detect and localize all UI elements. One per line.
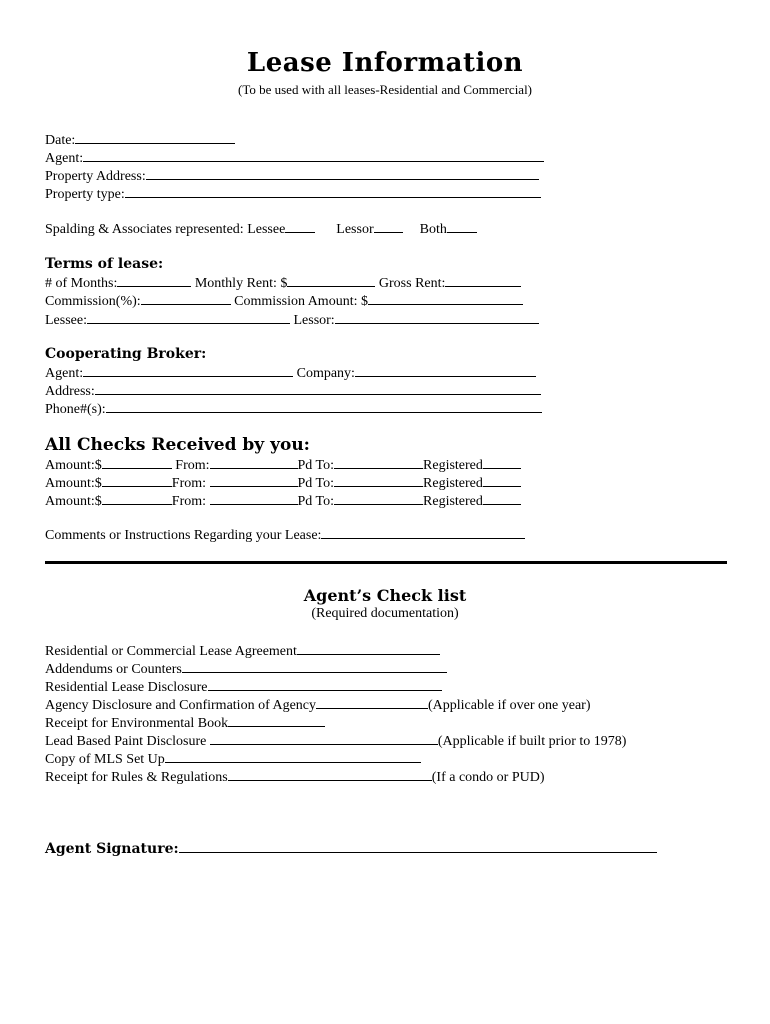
coop-phone-field[interactable] (106, 400, 542, 413)
property-address-row (45, 167, 539, 185)
agent-label: Agent: (45, 151, 84, 166)
checklist-item-field[interactable] (208, 678, 442, 691)
checklist-item-label: Receipt for Environmental Book (45, 716, 229, 731)
coop-phone-row (45, 400, 542, 418)
signature-label: Agent Signature: (45, 841, 179, 857)
checklist-item-field[interactable] (228, 768, 432, 781)
rep-lessee-field[interactable] (285, 220, 315, 233)
from-field[interactable] (210, 456, 298, 469)
amount-label: Amount:$ (45, 476, 102, 491)
coop-address-field[interactable] (95, 382, 541, 395)
pdto-label: Pd To: (297, 476, 335, 491)
checks-heading: All Checks Received by you: (45, 435, 310, 455)
checklist-item-field[interactable] (182, 660, 447, 673)
gross-rent-label: Gross Rent: (378, 276, 446, 291)
checklist-heading: Agent’s Check list (303, 586, 467, 605)
registered-field[interactable] (483, 474, 521, 487)
gross-rent-field[interactable] (445, 274, 521, 287)
comments-label: Comments or Instructions Regarding your Lease: (45, 528, 322, 543)
checklist-item (45, 642, 440, 660)
from-field[interactable] (210, 492, 298, 505)
checklist-item-label: Receipt for Rules & Regulations (45, 770, 228, 785)
commission-amount-field[interactable] (368, 292, 523, 305)
commission-amount-label: Commission Amount: $ (234, 294, 368, 309)
rep-lessor-field[interactable] (374, 220, 403, 233)
commission-pct-label: Commission(%): (45, 294, 141, 309)
coop-row-1 (45, 364, 536, 382)
property-type-row (45, 185, 541, 203)
rep-lessee-label: Lessee (247, 222, 286, 237)
lessor-label: Lessor: (293, 313, 335, 328)
monthly-rent-label: Monthly Rent: $ (194, 276, 288, 291)
checklist-item-label: Residential or Commercial Lease Agreement (45, 644, 297, 659)
terms-row-2 (45, 292, 523, 310)
checklist-item-field[interactable] (165, 750, 421, 763)
lessor-field[interactable] (335, 311, 539, 324)
comments-field[interactable] (321, 526, 525, 539)
section-divider (45, 561, 727, 564)
checklist-item-note: (If a condo or PUD) (431, 770, 545, 785)
amount-label: Amount:$ (45, 458, 102, 473)
pdto-field[interactable] (334, 492, 423, 505)
registered-field[interactable] (483, 492, 521, 505)
page-title: Lease Information (246, 48, 524, 78)
checklist-item-note: (Applicable if over one year) (428, 698, 591, 713)
pdto-field[interactable] (334, 474, 423, 487)
signature-field[interactable] (179, 838, 657, 853)
amount-field[interactable] (102, 492, 172, 505)
amount-label: Amount:$ (45, 494, 102, 509)
checklist-item (45, 732, 626, 750)
lessee-label: Lessee: (45, 313, 87, 328)
checklist-subheading: (Required documentation) (311, 606, 459, 621)
date-label: Date: (45, 133, 76, 148)
check-row (45, 474, 521, 492)
check-row (45, 492, 521, 510)
checklist-item-field[interactable] (210, 732, 438, 745)
pdto-label: Pd To: (297, 494, 335, 509)
from-label: From: (171, 476, 207, 491)
checklist-item (45, 678, 442, 696)
checklist-item-label: Copy of MLS Set Up (45, 752, 165, 767)
lessee-field[interactable] (87, 311, 290, 324)
commission-pct-field[interactable] (141, 292, 231, 305)
agent-field[interactable] (83, 149, 544, 162)
terms-row-3 (45, 311, 539, 329)
date-field[interactable] (75, 131, 235, 144)
check-row (45, 456, 521, 474)
property-type-label: Property type: (45, 187, 125, 202)
agent-row (45, 149, 544, 167)
checklist-item (45, 714, 325, 732)
page-subtitle: (To be used with all leases-Residential and Commercial) (237, 82, 533, 97)
comments-row (45, 526, 525, 544)
representation-row (45, 220, 477, 238)
coop-agent-label: Agent: (45, 366, 84, 381)
checklist-item (45, 750, 421, 768)
coop-address-label: Address: (45, 384, 95, 399)
coop-heading: Cooperating Broker: (45, 346, 207, 362)
property-address-field[interactable] (146, 167, 539, 180)
coop-company-field[interactable] (355, 364, 536, 377)
coop-phone-label: Phone#(s): (45, 402, 106, 417)
checklist-item-field[interactable] (316, 696, 428, 709)
representation-label: Spalding & Associates represented: (45, 222, 244, 237)
checklist-item (45, 660, 447, 678)
rep-both-label: Both (419, 222, 447, 237)
coop-address-row (45, 382, 541, 400)
checklist-item-note: (Applicable if built prior to 1978) (437, 734, 627, 749)
rep-lessor-label: Lessor (336, 222, 374, 237)
checklist-item-label: Agency Disclosure and Confirmation of Agency (45, 698, 316, 713)
date-row (45, 131, 235, 149)
registered-label: Registered (423, 494, 483, 509)
property-address-label: Property Address: (45, 169, 146, 184)
signature-row (45, 838, 657, 857)
coop-company-label: Company: (296, 366, 355, 381)
monthly-rent-field[interactable] (287, 274, 375, 287)
registered-field[interactable] (483, 456, 521, 469)
terms-heading: Terms of lease: (45, 256, 164, 272)
registered-label: Registered (423, 476, 483, 491)
checklist-item-label: Lead Based Paint Disclosure (45, 734, 210, 749)
months-field[interactable] (117, 274, 191, 287)
from-label: From: (171, 494, 207, 509)
amount-field[interactable] (102, 456, 172, 469)
terms-row-1 (45, 274, 521, 292)
checklist-item (45, 768, 545, 786)
registered-label: Registered (423, 458, 483, 473)
checklist-item-label: Residential Lease Disclosure (45, 680, 208, 695)
checklist-item-field[interactable] (297, 642, 440, 655)
amount-field[interactable] (102, 474, 172, 487)
checklist-item-label: Addendums or Counters (45, 662, 182, 677)
checklist-item (45, 696, 590, 714)
from-label: From: (175, 458, 210, 473)
pdto-field[interactable] (334, 456, 423, 469)
from-field[interactable] (210, 474, 298, 487)
coop-agent-field[interactable] (83, 364, 293, 377)
rep-both-field[interactable] (447, 220, 477, 233)
months-label: # of Months: (45, 276, 118, 291)
pdto-label: Pd To: (297, 458, 335, 473)
property-type-field[interactable] (125, 185, 541, 198)
checklist-item-field[interactable] (228, 714, 325, 727)
